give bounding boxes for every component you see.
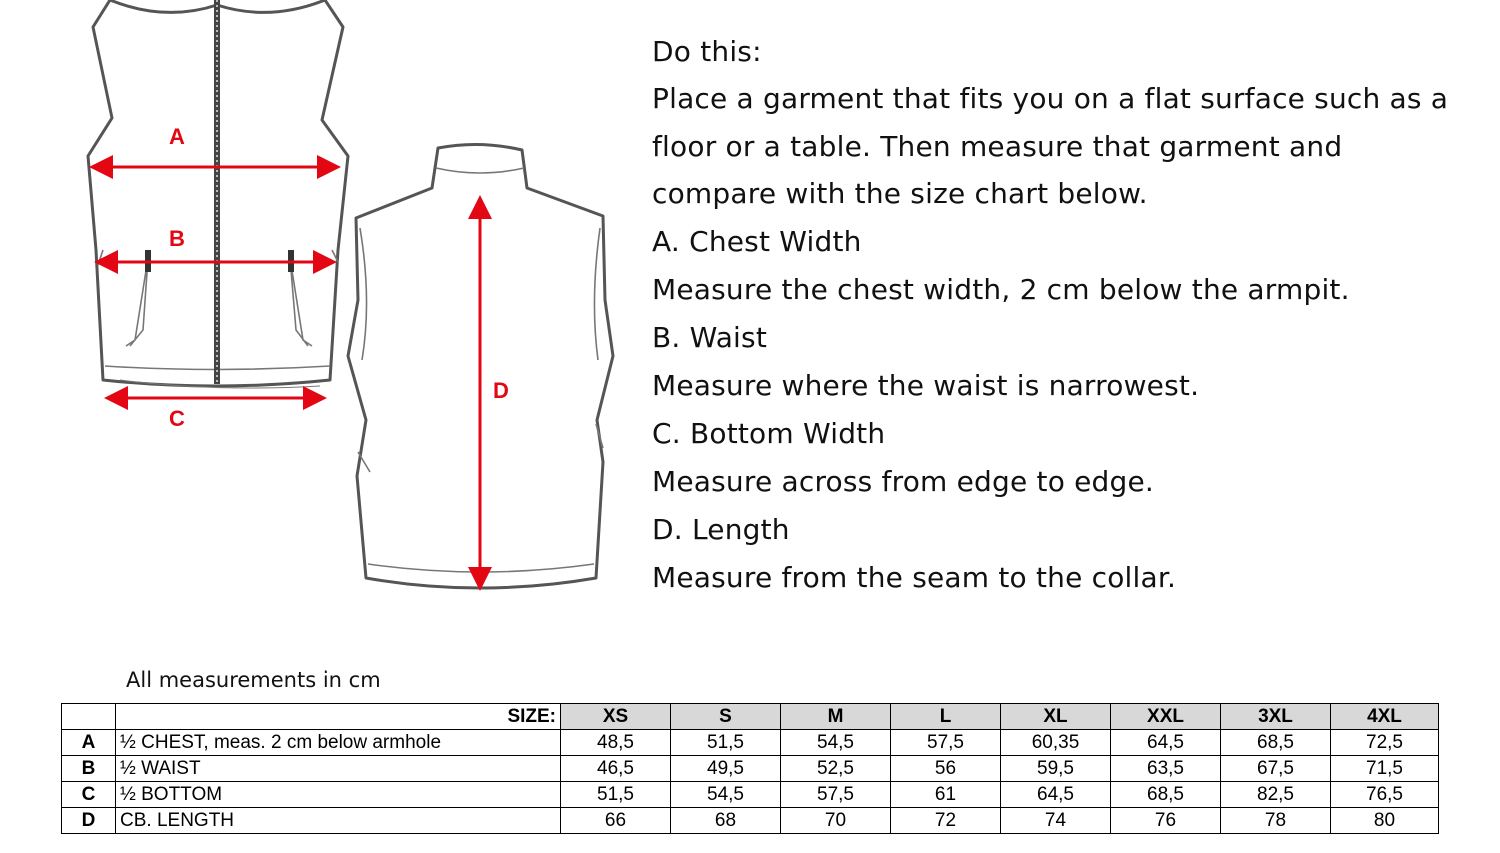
- size-header: L: [891, 704, 1001, 730]
- table-cell: 66: [561, 808, 671, 834]
- table-cell: 76: [1111, 808, 1221, 834]
- instruction-text-waist: Measure where the waist is narrowest.: [652, 368, 1200, 402]
- table-cell: 52,5: [781, 756, 891, 782]
- instruction-text-bottom: Measure across from edge to edge.: [652, 464, 1155, 498]
- table-cell: 67,5: [1221, 756, 1331, 782]
- table-row: [62, 782, 1439, 808]
- table-row: [62, 756, 1439, 782]
- table-cell: 57,5: [891, 730, 1001, 756]
- table-cell: 54,5: [781, 730, 891, 756]
- size-header: 3XL: [1221, 704, 1331, 730]
- table-cell: 64,5: [1111, 730, 1221, 756]
- table-cell: 57,5: [781, 782, 891, 808]
- row-name: ½ CHEST, meas. 2 cm below armhole: [116, 730, 561, 756]
- row-name: ½ BOTTOM: [116, 782, 561, 808]
- size-header: XXL: [1111, 704, 1221, 730]
- table-cell: 56: [891, 756, 1001, 782]
- table-cell: 68,5: [1111, 782, 1221, 808]
- table-cell: 51,5: [561, 782, 671, 808]
- table-cell: 54,5: [671, 782, 781, 808]
- table-cell: 78: [1221, 808, 1331, 834]
- size-header: M: [781, 704, 891, 730]
- table-cell: 82,5: [1221, 782, 1331, 808]
- row-name: ½ WAIST: [116, 756, 561, 782]
- size-header: 4XL: [1331, 704, 1439, 730]
- row-key: A: [62, 730, 116, 756]
- table-cell: 80: [1331, 808, 1439, 834]
- label-d: D: [493, 378, 509, 403]
- measuring-instructions: [652, 28, 1472, 602]
- table-row: [62, 730, 1439, 756]
- units-note: All measurements in cm: [126, 668, 381, 692]
- table-cell: 76,5: [1331, 782, 1439, 808]
- table-cell: 61: [891, 782, 1001, 808]
- instructions-heading: Do this:: [652, 35, 762, 68]
- table-cell: 68: [671, 808, 781, 834]
- row-key: D: [62, 808, 116, 834]
- table-cell: 60,35: [1001, 730, 1111, 756]
- instruction-title-waist: B. Waist: [652, 320, 768, 354]
- table-cell: 70: [781, 808, 891, 834]
- size-label: SIZE:: [116, 704, 561, 730]
- instruction-title-bottom: C. Bottom Width: [652, 416, 886, 450]
- table-header-row: [62, 704, 1439, 730]
- size-header: XL: [1001, 704, 1111, 730]
- table-cell: 46,5: [561, 756, 671, 782]
- table-cell: 71,5: [1331, 756, 1439, 782]
- table-cell: 59,5: [1001, 756, 1111, 782]
- size-chart-table: [61, 703, 1439, 834]
- instructions-intro: Place a garment that fits you on a flat surface such as a floor or a table. Then measure that garment and compare with the size chart below.: [652, 82, 1449, 210]
- instruction-title-length: D. Length: [652, 512, 790, 546]
- label-a: A: [169, 124, 185, 149]
- table-cell: 72: [891, 808, 1001, 834]
- table-cell: 48,5: [561, 730, 671, 756]
- instruction-text-chest: Measure the chest width, 2 cm below the armpit.: [652, 272, 1350, 306]
- table-cell: 74: [1001, 808, 1111, 834]
- label-b: B: [169, 226, 185, 251]
- table-cell: 72,5: [1331, 730, 1439, 756]
- instruction-title-chest: A. Chest Width: [652, 224, 862, 258]
- row-name: CB. LENGTH: [116, 808, 561, 834]
- size-header: S: [671, 704, 781, 730]
- table-cell: 63,5: [1111, 756, 1221, 782]
- table-cell: 49,5: [671, 756, 781, 782]
- instruction-text-length: Measure from the seam to the collar.: [652, 560, 1177, 594]
- table-cell: 68,5: [1221, 730, 1331, 756]
- label-c: C: [169, 406, 185, 431]
- table-cell: 51,5: [671, 730, 781, 756]
- table-cell: 64,5: [1001, 782, 1111, 808]
- table-corner-cell: [62, 704, 116, 730]
- vest-diagram: [0, 0, 640, 620]
- row-key: B: [62, 756, 116, 782]
- row-key: C: [62, 782, 116, 808]
- table-row: [62, 808, 1439, 834]
- size-header: XS: [561, 704, 671, 730]
